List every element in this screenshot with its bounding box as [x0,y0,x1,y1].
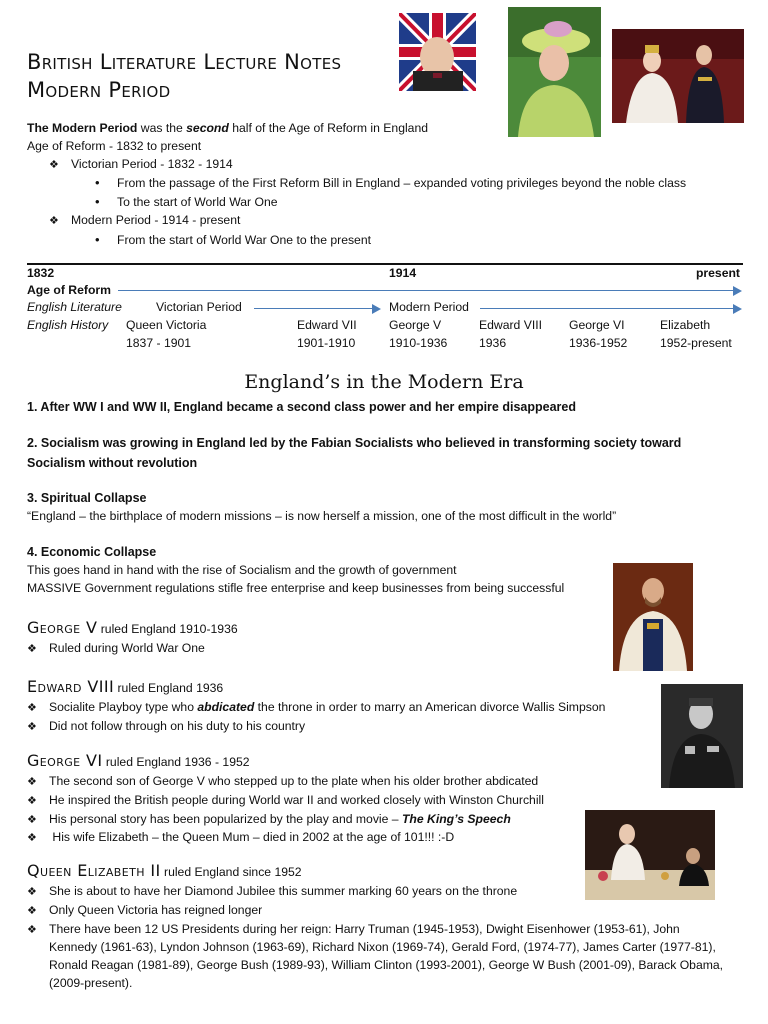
modern-bullet-1-text: From the start of World War One to the present [117,232,372,247]
elizabeth-ii-name: Queen Elizabeth II [27,861,161,880]
elizabeth-ii-bullet-2-text: Only Queen Victoria has reigned longer [49,902,263,917]
george-v-ruled: ruled England 1910-1936 [97,622,238,636]
monarch-name: George V [389,318,442,332]
churchill-flag-photo [399,13,476,91]
victorian-period-text: Victorian Period - 1832 - 1914 [71,156,233,171]
title-line-2: Modern Period [27,78,171,102]
edward-viii-bullet-1-em: abdicated [197,700,255,714]
intro-lead-mid: was the [137,121,187,135]
intro-lead-em: second [186,121,229,135]
queen-green-photo [508,7,601,137]
monarch-years: 1936-1952 [569,335,628,350]
george-vi-bullet-3-em: The King’s Speech [401,811,511,826]
era-point-4-line-2: MASSIVE Government regulations stifle free enterprise and keep businesses from being successful [27,580,565,595]
george-vi-bullet-2-text: He inspired the British people during World war II and worked closely with Winston Churchill [49,792,544,807]
monarch-edward8 [479,317,542,353]
age-of-reform-line: Age of Reform - 1832 to present [27,138,202,153]
monarch-years: 1910-1936 [389,335,448,350]
george-vi-bullet-4-text: His wife Elizabeth – the Queen Mum – died in 2002 at the age of 101!!! :-D [49,830,455,845]
victorian-bullet-1-text: From the passage of the First Reform Bill in England – expanded voting privileges beyond the noble class [117,176,687,191]
monarch-name: Edward VIII [479,318,542,332]
elizabeth-ii-bullet-3 [27,921,747,940]
era-point-3 [27,490,747,526]
monarch-name: Elizabeth [660,318,711,332]
elizabeth-ii-bullet-1 [27,883,747,902]
edward-viii-bullet-1-post: the throne in order to marry an American divorce Wallis Simpson [254,700,606,714]
george-vi-name: George VI [27,751,103,770]
monarch-george5 [389,317,447,353]
timeline-year-end: present [695,266,740,280]
timeline-modern-label: Modern Period [389,300,469,314]
elizabeth-ii-bullet-3-line-3: Ronald Reagan (1981-89), George Bush (1989-93), William Clinton (1993-2001), George W Bush (2001-09), Barack Obama, [49,958,724,973]
era-point-1: 1. After WW I and WW II, England became a second class power and her empire disappeared [27,400,576,414]
elizabeth-ii-section [27,860,747,993]
george-v-section [27,617,238,659]
monarch-years: 1952-present [660,335,732,350]
elizabeth-ii-bullet-2 [27,902,747,921]
victorian-arrow [254,308,379,309]
era-heading: England’s in the Modern Era [244,371,524,393]
george-v-portrait [613,563,693,671]
intro-lead-tail: half of the Age of Reform in England [228,121,429,135]
victorian-bullet-2 [27,193,747,212]
elizabeth-ii-ruled: ruled England since 1952 [160,865,302,879]
elizabeth-ii-bullet-3-line-2: Kennedy (1961-63), Lyndon Johnson (1963-69), Richard Nixon (1969-74), Gerald Ford, (1974-77), James Carter (1977-81), [49,940,716,955]
george-vi-bullet-1 [27,773,544,792]
modern-period-item [27,212,747,231]
page-title [27,48,341,104]
victorian-period-item [27,156,747,175]
edward-viii-ruled: ruled England 1936 [114,681,224,695]
george-vi-ruled: ruled England 1936 - 1952 [102,755,250,769]
intro-lead [27,120,747,138]
timeline-rule [27,263,743,265]
era-point-4-head: 4. Economic Collapse [27,545,157,559]
timeline-year-start: 1832 [27,266,55,280]
timeline-age-label: Age of Reform [27,283,111,297]
monarch-edward7 [297,317,357,353]
edward-viii-bullet-2 [27,718,605,737]
coronation-photo [612,29,744,123]
monarch-years: 1936 [479,335,507,350]
elizabeth-ii-bullet-1-text: She is about to have her Diamond Jubilee this summer marking 60 years on the throne [49,884,518,898]
george-v-bullet-1-text: Ruled during World War One [49,641,205,655]
intro-lead-bold: The Modern Period [27,121,138,135]
george-vi-bullet-2 [27,792,544,811]
modern-bullet-1 [27,231,747,250]
edward-viii-name: Edward VIII [27,677,115,696]
george-v-bullet-1 [27,640,238,659]
edward-viii-section [27,676,605,737]
era-point-3-head: 3. Spiritual Collapse [27,491,147,505]
monarch-name: Edward VII [297,318,357,332]
intro-section [27,120,747,250]
timeline-lit-label: English Literature [27,300,122,314]
monarch-elizabeth [660,317,732,353]
era-point-3-quote: “England – the birthplace of modern missions – is now herself a mission, one of the most difficult in the world” [27,508,617,523]
monarch-name: George VI [569,318,625,332]
edward-viii-bullet-1 [27,699,605,718]
george-vi-portrait [661,684,743,788]
monarch-george6 [569,317,627,353]
timeline-victorian-label: Victorian Period [156,300,242,314]
monarch-years: 1901-1910 [297,335,356,350]
victorian-bullet-1 [27,174,747,193]
george-v-name: George V [27,618,98,637]
era-point-4 [27,544,607,597]
monarch-years: 1837 - 1901 [126,335,192,350]
title-line-1: British Literature Lecture Notes [27,50,342,74]
timeline-hist-label: English History [27,318,109,332]
george-vi-bullet-1-text: The second son of George V who stepped up to the plate when his older brother abdicated [49,774,539,788]
edward-viii-bullet-2-text: Did not follow through on his duty to his country [49,718,306,733]
george-vi-section [27,750,544,848]
timeline-year-mid: 1914 [389,266,417,280]
edward-viii-bullet-1-pre: Socialite Playboy type who [49,700,198,714]
monarch-name: Queen Victoria [126,318,207,332]
elizabeth-ii-bullet-3-line-4: (2009-present). [49,975,133,990]
elizabeth-ii-bullet-3-text: There have been 12 US Presidents during her reign: Harry Truman (1945-1953), Dwight Eisenhower (1953-61), John [49,921,680,936]
george-vi-bullet-4 [27,829,544,848]
victorian-bullet-2-text: To the start of World War One [117,195,278,210]
age-of-reform-arrow [118,290,740,291]
era-point-4-line-1: This goes hand in hand with the rise of Socialism and the growth of government [27,562,457,577]
george-vi-bullet-3 [27,811,544,830]
modern-period-text: Modern Period - 1914 - present [71,212,241,227]
george-vi-bullet-3-pre: His personal story has been popularized by the play and movie – [49,811,402,826]
era-point-2: 2. Socialism was growing in England led by the Fabian Socialists who believed in transforming society toward Socialism without revolution [27,436,682,470]
modern-arrow [480,308,740,309]
monarch-victoria [126,317,206,353]
